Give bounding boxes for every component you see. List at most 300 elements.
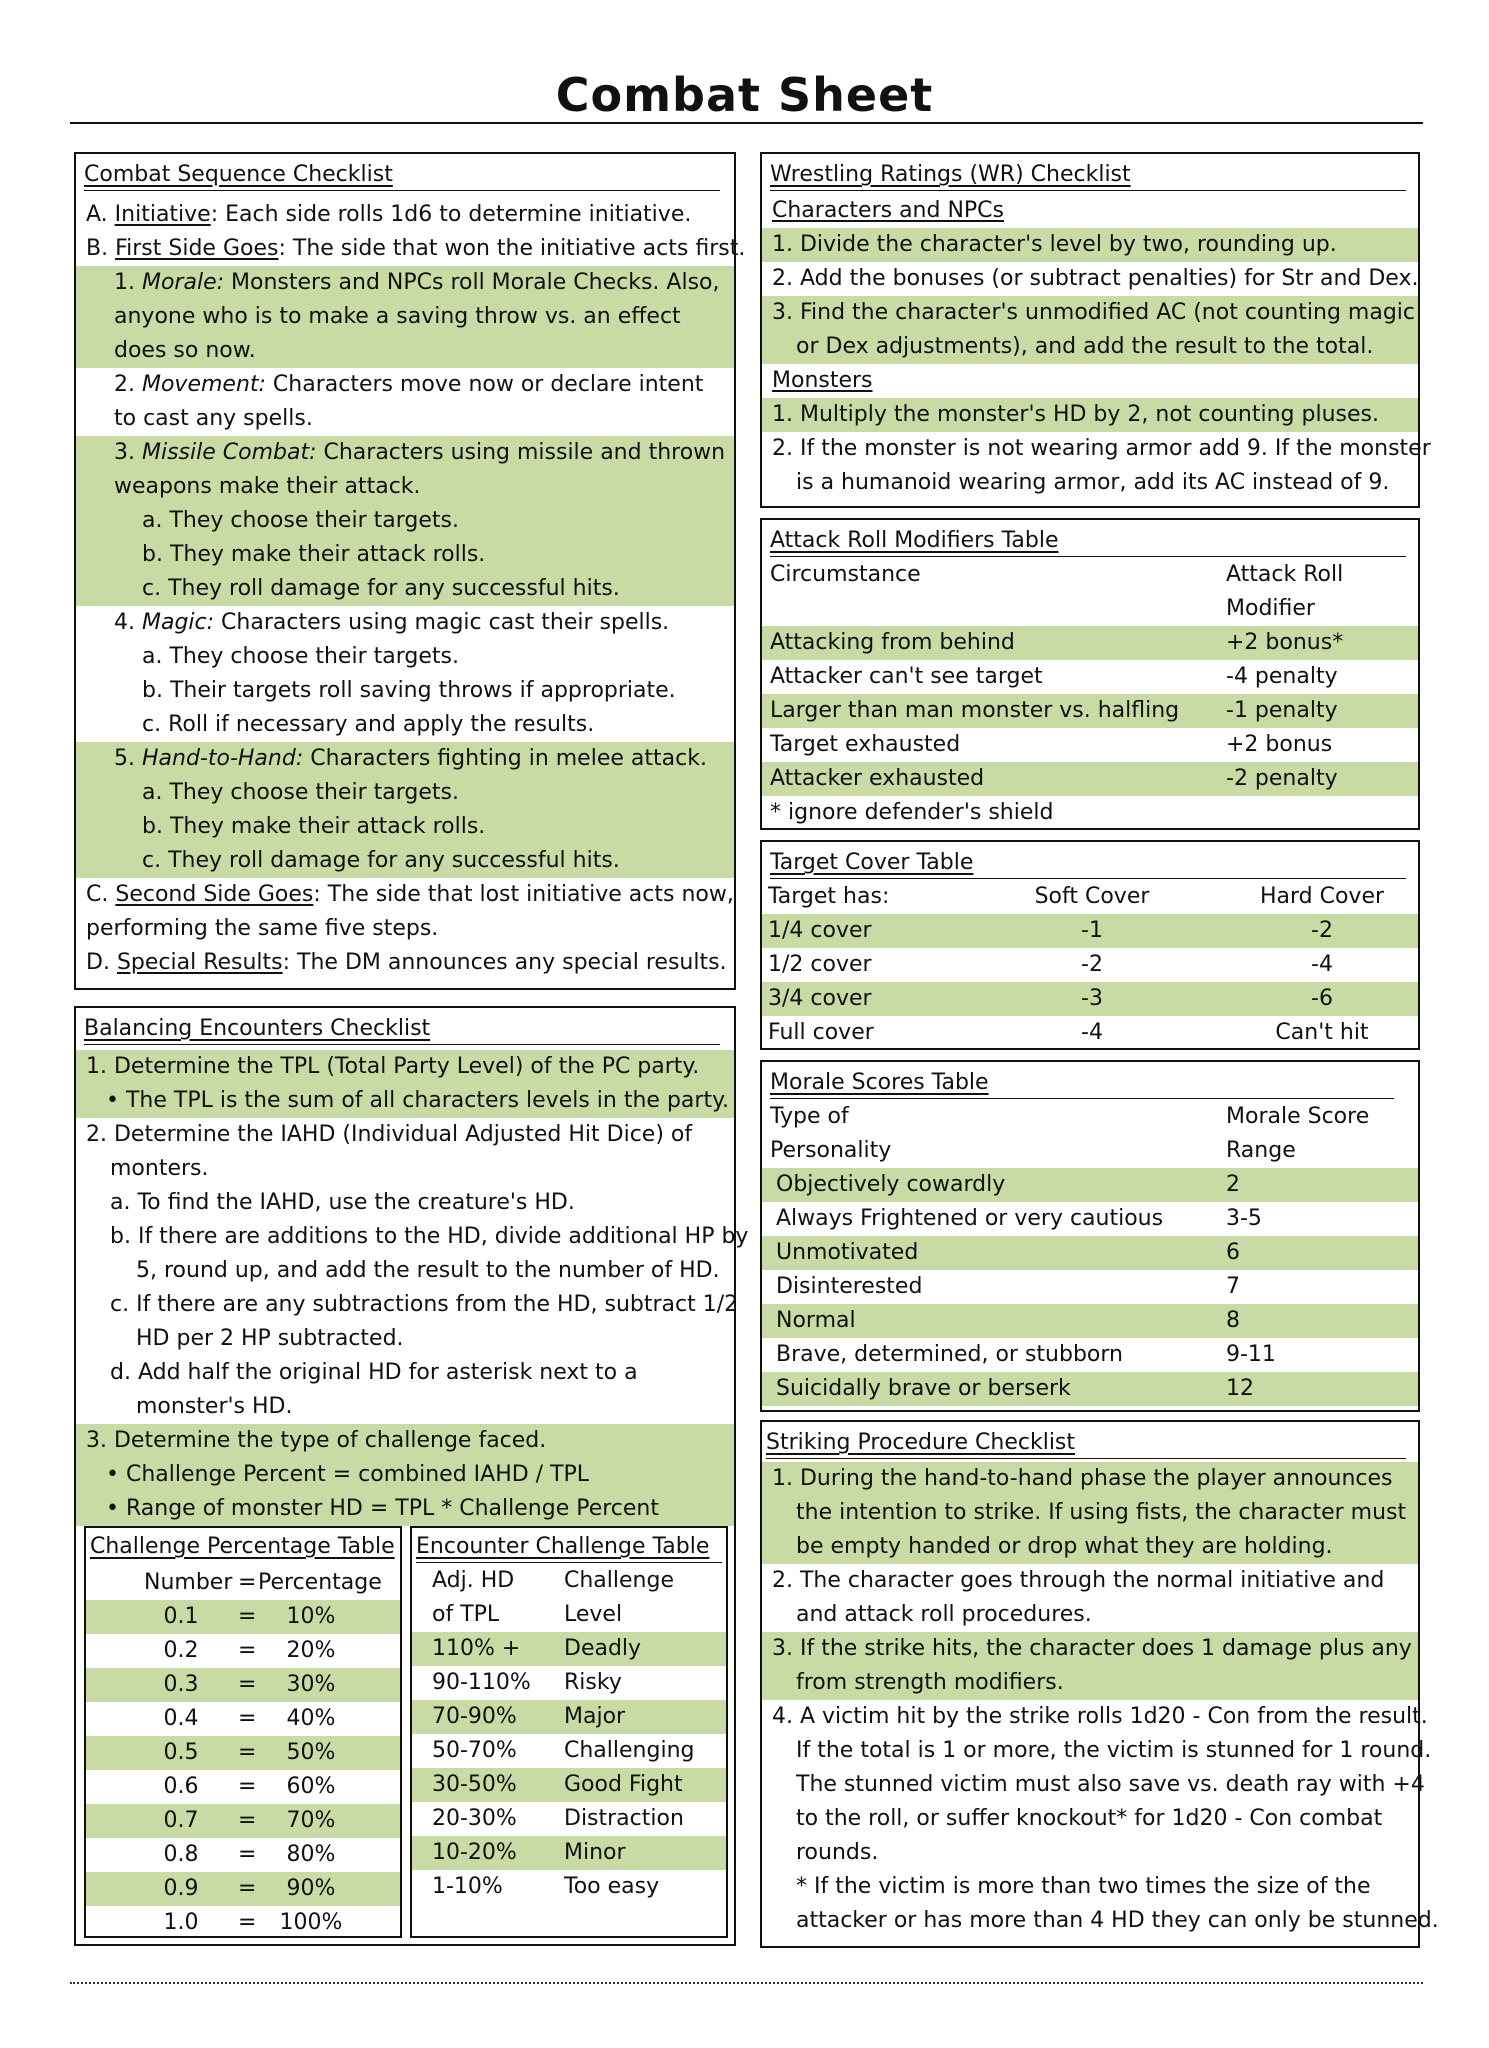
table-cell: -4	[1311, 952, 1333, 977]
table-row	[762, 1168, 1418, 1202]
soft-cover-header: Soft Cover	[1034, 884, 1150, 909]
table-cell: =	[238, 1740, 257, 1765]
table-cell: 0.6	[163, 1774, 199, 1799]
list-item-text: 2. Add the bonuses (or subtract penalties) for Str and Dex.	[772, 266, 1419, 291]
range-header: Range	[1226, 1138, 1296, 1163]
table-cell: 80%	[286, 1842, 336, 1867]
list-item-text: : Each side rolls 1d6 to determine initiative.	[210, 202, 692, 227]
list-item-text: 5.	[114, 746, 142, 771]
table-row	[86, 1872, 400, 1906]
list-item-text: a. They choose their targets.	[142, 644, 459, 669]
list-item	[76, 1152, 734, 1186]
list-item-text: be empty handed or drop what they are holding.	[796, 1534, 1333, 1559]
heading-rule	[770, 878, 1406, 879]
table-row	[762, 1236, 1418, 1270]
table-row	[762, 728, 1418, 762]
list-item	[762, 1530, 1418, 1564]
wrestling-ratings-box	[760, 152, 1431, 508]
morale-header-row-1	[762, 1100, 1418, 1134]
table-cell: 20%	[286, 1638, 336, 1663]
modifier-header: Modifier	[1226, 596, 1315, 621]
table-cell: Target exhausted	[770, 732, 961, 757]
hard-cover-header: Hard Cover	[1259, 884, 1385, 909]
morale-scores-box	[760, 1060, 1420, 1412]
list-item	[762, 1462, 1418, 1496]
list-item-text: 1. Determine the TPL (Total Party Level) of the PC party.	[86, 1054, 700, 1079]
table-cell: =	[238, 1910, 257, 1935]
list-item-text: The stunned victim must also save vs. death ray with +4	[796, 1772, 1425, 1797]
list-item	[762, 194, 1418, 228]
attack-roll-header-row-1	[762, 558, 1418, 592]
list-item-text: Characters fighting in melee attack.	[303, 746, 707, 771]
list-item-text: b. If there are additions to the HD, divide additional HP by	[110, 1224, 749, 1249]
list-item	[76, 572, 734, 606]
list-item-text: Characters using magic cast their spells.	[214, 610, 670, 635]
morale-header-row-2	[762, 1134, 1418, 1168]
list-item-text: Characters and NPCs	[772, 198, 1004, 223]
table-cell: Too easy	[564, 1874, 660, 1899]
list-item-text: 1.	[114, 270, 142, 295]
list-item-text: • Range of monster HD = TPL * Challenge Percent	[106, 1496, 659, 1521]
table-cell: Suicidally brave or berserk	[776, 1376, 1071, 1401]
list-item	[762, 1802, 1418, 1836]
list-item-text: a. To find the IAHD, use the creature's HD.	[110, 1190, 575, 1215]
list-item-text: 2. If the monster is not wearing armor add 9. If the monster	[772, 436, 1431, 461]
list-item-text: * If the victim is more than two times the size of the	[796, 1874, 1371, 1899]
table-cell: Full cover	[768, 1020, 874, 1045]
table-cell: 0.4	[163, 1706, 199, 1731]
list-item	[762, 466, 1418, 500]
table-row	[412, 1632, 726, 1666]
list-item-text: is a humanoid wearing armor, add its AC instead of 9.	[796, 470, 1390, 495]
table-row	[86, 1600, 400, 1634]
encounter-header-row-2	[412, 1598, 726, 1632]
table-cell: 0.5	[163, 1740, 199, 1765]
title-divider	[70, 122, 1423, 124]
table-cell: Larger than man monster vs. halfling	[770, 698, 1180, 723]
table-cell: 90-110%	[432, 1670, 531, 1695]
table-cell: =	[238, 1638, 257, 1663]
personality-header: Personality	[770, 1138, 892, 1163]
table-cell: 50-70%	[432, 1738, 517, 1763]
target-cover-box	[760, 840, 1420, 1050]
list-item-text: 1. During the hand-to-hand phase the player announces	[772, 1466, 1393, 1491]
table-cell: =	[238, 1672, 257, 1697]
list-item	[76, 640, 734, 674]
table-cell: 2	[1226, 1172, 1240, 1197]
target-has-header: Target has:	[768, 884, 890, 909]
table-cell: 3/4 cover	[768, 986, 872, 1011]
list-item-text: 4. A victim hit by the strike rolls 1d20 - Con from the result.	[772, 1704, 1428, 1729]
list-item-text: D.	[86, 950, 117, 975]
list-item	[76, 844, 734, 878]
list-item	[762, 1904, 1439, 1938]
list-item	[76, 232, 746, 266]
list-item-text: 1. Divide the character's level by two, rounding up.	[772, 232, 1337, 257]
list-item-text: Characters using missile and thrown	[316, 440, 726, 465]
list-item-text: 2. Determine the IAHD (Individual Adjusted Hit Dice) of	[86, 1122, 693, 1147]
list-item-text: from strength modifiers.	[796, 1670, 1064, 1695]
list-item-text: Characters move now or declare intent	[265, 372, 704, 397]
table-cell: 1.0	[163, 1910, 199, 1935]
table-row	[412, 1700, 726, 1734]
list-item-text: attacker or has more than 4 HD they can only be stunned.	[796, 1908, 1439, 1933]
list-item	[76, 1492, 734, 1526]
list-item-text: 3. Determine the type of challenge faced.	[86, 1428, 547, 1453]
adj-hd-header: Adj. HD	[432, 1568, 515, 1593]
table-row	[762, 1372, 1418, 1406]
list-item	[76, 1356, 734, 1390]
list-item-text: 2.	[114, 372, 142, 397]
table-cell: Attacker can't see target	[770, 664, 1043, 689]
number-header: Number	[144, 1570, 233, 1595]
table-cell: 0.7	[163, 1808, 199, 1833]
heading-rule	[84, 1044, 720, 1045]
list-item-text: d. Add half the original HD for asterisk next to a	[110, 1360, 638, 1385]
list-item-text: Monsters and NPCs roll Morale Checks. Also,	[224, 270, 720, 295]
table-cell: Minor	[564, 1840, 626, 1865]
list-item-text: rounds.	[796, 1840, 879, 1865]
wrestling-ratings-heading: Wrestling Ratings (WR) Checklist	[770, 162, 1131, 187]
table-row	[762, 762, 1418, 796]
list-item	[76, 776, 734, 810]
table-cell: 7	[1226, 1274, 1240, 1299]
table-cell: Always Frightened or very cautious	[776, 1206, 1164, 1231]
list-item-text: b. They make their attack rolls.	[142, 542, 486, 567]
list-item	[762, 1598, 1418, 1632]
list-item-text: 3. Find the character's unmodified AC (not counting magic	[772, 300, 1415, 325]
list-item	[76, 810, 734, 844]
table-cell: Major	[564, 1704, 626, 1729]
list-item	[76, 1118, 734, 1152]
heading-rule	[770, 556, 1406, 557]
challenge-header: Challenge	[564, 1568, 674, 1593]
heading-rule	[84, 190, 720, 191]
table-cell: =	[238, 1604, 257, 1629]
page-title: Combat Sheet	[555, 68, 934, 122]
list-item-text: the intention to strike. If using fists, the character must	[796, 1500, 1407, 1525]
heading-rule	[770, 1098, 1394, 1099]
table-cell: Attacking from behind	[770, 630, 1015, 655]
list-item-text: c. They roll damage for any successful hits.	[142, 576, 620, 601]
table-cell: Challenging	[564, 1738, 695, 1763]
striking-procedure-heading: Striking Procedure Checklist	[766, 1430, 1076, 1455]
list-item-text: c. They roll damage for any successful hits.	[142, 848, 620, 873]
list-item-text: and attack roll procedures.	[796, 1602, 1092, 1627]
list-item-text: b. Their targets roll saving throws if appropriate.	[142, 678, 676, 703]
list-item	[76, 368, 734, 402]
list-item	[762, 1836, 1418, 1870]
table-cell: -3	[1081, 986, 1103, 1011]
table-cell: -2	[1081, 952, 1103, 977]
list-item-text: c. Roll if necessary and apply the results.	[142, 712, 595, 737]
list-item	[76, 878, 734, 912]
challenge-percentage-heading: Challenge Percentage Table	[90, 1534, 395, 1559]
table-cell: +2 bonus*	[1226, 630, 1344, 655]
list-item	[762, 1666, 1418, 1700]
list-item-text: Initiative	[114, 202, 211, 227]
list-item-text: Second Side Goes	[115, 882, 314, 907]
morale-score-header: Morale Score	[1226, 1104, 1370, 1129]
table-cell: Unmotivated	[776, 1240, 919, 1265]
table-cell: 0.2	[163, 1638, 199, 1663]
heading-rule	[416, 1562, 722, 1563]
list-item	[76, 1458, 734, 1492]
table-row	[86, 1838, 400, 1872]
table-row	[762, 1338, 1418, 1372]
list-item	[76, 1424, 734, 1458]
list-item	[76, 674, 734, 708]
equals-header: =	[238, 1570, 257, 1595]
balancing-encounters-heading: Balancing Encounters Checklist	[84, 1016, 431, 1041]
table-cell: 10%	[286, 1604, 336, 1629]
morale-scores-heading: Morale Scores Table	[770, 1070, 989, 1095]
circumstance-header: Circumstance	[770, 562, 921, 587]
table-cell: 6	[1226, 1240, 1240, 1265]
table-cell: 1/4 cover	[768, 918, 872, 943]
list-item	[762, 330, 1418, 364]
list-item	[762, 1700, 1428, 1734]
list-item	[76, 436, 734, 470]
list-item-text: to the roll, or suffer knockout* for 1d20 - Con combat	[796, 1806, 1383, 1831]
table-cell: 0.1	[163, 1604, 199, 1629]
table-row	[86, 1906, 400, 1940]
list-item	[76, 504, 734, 538]
table-cell: 3-5	[1226, 1206, 1262, 1231]
table-row	[762, 660, 1418, 694]
table-cell: Disinterested	[776, 1274, 923, 1299]
table-cell: 90%	[286, 1876, 336, 1901]
list-item	[762, 364, 1418, 398]
encounter-header-row-1	[412, 1564, 726, 1598]
table-cell: =	[238, 1842, 257, 1867]
list-item-text: • The TPL is the sum of all characters levels in the party.	[106, 1088, 729, 1113]
list-item-text: HD per 2 HP subtracted.	[136, 1326, 404, 1351]
heading-rule	[766, 1458, 1406, 1459]
table-cell: 50%	[286, 1740, 336, 1765]
table-row	[86, 1634, 400, 1668]
table-row	[412, 1836, 726, 1870]
table-cell: Distraction	[564, 1806, 684, 1831]
list-item	[762, 1632, 1418, 1666]
list-item	[76, 1186, 734, 1220]
attack-roll-header-row-2	[762, 592, 1418, 626]
list-item	[76, 1050, 734, 1084]
list-item-text: A.	[86, 202, 115, 227]
list-item-text: 4.	[114, 610, 142, 635]
list-item-text: 3.	[114, 440, 142, 465]
list-item-text: Hand-to-Hand:	[141, 746, 304, 771]
attack-roll-header: Attack Roll	[1226, 562, 1344, 587]
table-cell: 20-30%	[432, 1806, 517, 1831]
list-item	[76, 198, 734, 232]
table-cell: Objectively cowardly	[776, 1172, 1006, 1197]
table-cell: 30-50%	[432, 1772, 517, 1797]
list-item	[762, 1496, 1418, 1530]
list-item	[76, 1084, 734, 1118]
list-item	[76, 742, 734, 776]
table-cell: 9-11	[1226, 1342, 1276, 1367]
table-cell: Normal	[776, 1308, 856, 1333]
table-row	[86, 1770, 400, 1804]
list-item-text: 5, round up, and add the result to the number of HD.	[136, 1258, 720, 1283]
list-item-text: Monsters	[772, 368, 873, 393]
table-cell: 1/2 cover	[768, 952, 872, 977]
table-row	[86, 1702, 400, 1736]
list-item	[76, 470, 734, 504]
of-tpl-header: of TPL	[432, 1602, 500, 1627]
bottom-divider	[70, 1982, 1423, 1984]
list-item	[76, 1254, 734, 1288]
list-item-text: or Dex adjustments), and add the result to the total.	[796, 334, 1374, 359]
table-row	[762, 1270, 1418, 1304]
table-cell: =	[238, 1774, 257, 1799]
list-item	[76, 1288, 739, 1322]
attack-roll-heading: Attack Roll Modifiers Table	[770, 528, 1059, 553]
table-cell: -6	[1311, 986, 1333, 1011]
table-cell: Good Fight	[564, 1772, 683, 1797]
list-item-text: If the total is 1 or more, the victim is stunned for 1 round.	[796, 1738, 1432, 1763]
list-item	[762, 262, 1418, 296]
table-cell: -2	[1311, 918, 1333, 943]
list-item-text: 2. The character goes through the normal initiative and	[772, 1568, 1385, 1593]
table-cell: =	[238, 1808, 257, 1833]
list-item-text: 1. Multiply the monster's HD by 2, not counting pluses.	[772, 402, 1379, 427]
table-row	[86, 1668, 400, 1702]
list-item-text: C.	[86, 882, 116, 907]
list-item	[76, 1220, 749, 1254]
list-item	[762, 398, 1418, 432]
list-item-text: : The side that lost initiative acts now,	[313, 882, 734, 907]
heading-rule	[770, 190, 1406, 191]
list-item	[76, 946, 734, 980]
type-of-header: Type of	[770, 1104, 849, 1129]
list-item	[76, 266, 734, 300]
list-item-text: monters.	[110, 1156, 209, 1181]
combat-sequence-box	[74, 152, 746, 990]
table-cell: 1-10%	[432, 1874, 503, 1899]
list-item-text: performing the same five steps.	[86, 916, 439, 941]
list-item	[76, 334, 734, 368]
table-row	[762, 914, 1418, 948]
list-item	[762, 228, 1418, 262]
list-item-text: a. They choose their targets.	[142, 508, 459, 533]
table-cell: 0.8	[163, 1842, 199, 1867]
table-cell: 8	[1226, 1308, 1240, 1333]
striking-procedure-box	[760, 1420, 1439, 1948]
table-cell: Deadly	[564, 1636, 642, 1661]
table-cell: +2 bonus	[1226, 732, 1333, 757]
list-item-text: does so now.	[114, 338, 256, 363]
list-item-text: Special Results	[116, 950, 283, 975]
list-item	[76, 300, 734, 334]
list-item-text: 3. If the strike hits, the character does 1 damage plus any	[772, 1636, 1412, 1661]
table-row	[762, 1016, 1418, 1050]
table-cell: 12	[1226, 1376, 1254, 1401]
challenge-percentage-header	[86, 1566, 400, 1600]
table-cell: 110% +	[432, 1636, 521, 1661]
list-item	[762, 1564, 1418, 1598]
table-cell: =	[238, 1706, 257, 1731]
list-item	[76, 538, 734, 572]
list-item	[76, 1390, 734, 1424]
table-row	[762, 694, 1418, 728]
table-cell: =	[238, 1876, 257, 1901]
table-row	[762, 982, 1418, 1016]
encounter-challenge-heading: Encounter Challenge Table	[416, 1534, 710, 1559]
table-cell: -4	[1081, 1020, 1103, 1045]
list-item-text: : The DM announces any special results.	[282, 950, 727, 975]
table-cell: 0.3	[163, 1672, 199, 1697]
list-item	[76, 606, 734, 640]
list-item	[76, 708, 734, 742]
list-item	[762, 1768, 1425, 1802]
table-cell: 30%	[286, 1672, 336, 1697]
table-row	[412, 1734, 726, 1768]
table-cell: Brave, determined, or stubborn	[776, 1342, 1123, 1367]
list-item-text: • Challenge Percent = combined IAHD / TPL	[106, 1462, 590, 1487]
list-item	[762, 1734, 1432, 1768]
list-item-text: : The side that won the initiative acts first.	[278, 236, 746, 261]
target-cover-heading: Target Cover Table	[770, 850, 974, 875]
table-cell: Can't hit	[1275, 1020, 1369, 1045]
table-row	[412, 1666, 726, 1700]
table-cell: 70-90%	[432, 1704, 517, 1729]
list-item	[76, 1322, 734, 1356]
table-cell: 100%	[279, 1910, 343, 1935]
attack-roll-footnote: * ignore defender's shield	[770, 800, 1054, 825]
table-cell: -1	[1081, 918, 1103, 943]
list-item-text: monster's HD.	[136, 1394, 293, 1419]
list-item	[762, 432, 1431, 466]
list-item-text: Missile Combat:	[141, 440, 317, 465]
list-item-text: Movement:	[141, 372, 266, 397]
table-row	[86, 1736, 400, 1770]
list-item-text: a. They choose their targets.	[142, 780, 459, 805]
table-cell: 60%	[286, 1774, 336, 1799]
table-cell: Risky	[564, 1670, 622, 1695]
table-cell: -1 penalty	[1226, 698, 1338, 723]
list-item	[76, 912, 734, 946]
list-item-text: Morale:	[141, 270, 225, 295]
combat-sequence-heading: Combat Sequence Checklist	[84, 162, 393, 187]
list-item-text: First Side Goes	[115, 236, 279, 261]
list-item-text: weapons make their attack.	[114, 474, 421, 499]
table-cell: 70%	[286, 1808, 336, 1833]
attack-roll-modifiers-box	[760, 518, 1420, 830]
table-row	[762, 1202, 1418, 1236]
table-row	[412, 1768, 726, 1802]
list-item	[76, 402, 734, 436]
list-item-text: Magic:	[141, 610, 215, 635]
level-header: Level	[564, 1602, 623, 1627]
table-cell: Attacker exhausted	[770, 766, 985, 791]
table-cell: -4 penalty	[1226, 664, 1338, 689]
challenge-percentage-table	[84, 1526, 402, 1938]
list-item-text: anyone who is to make a saving throw vs. an effect	[114, 304, 681, 329]
target-cover-header	[762, 880, 1418, 914]
table-cell: 0.9	[163, 1876, 199, 1901]
list-item-text: to cast any spells.	[114, 406, 313, 431]
table-cell: 10-20%	[432, 1840, 517, 1865]
table-row	[762, 626, 1418, 660]
list-item-text: B.	[86, 236, 116, 261]
table-cell: -2 penalty	[1226, 766, 1338, 791]
list-item-text: b. They make their attack rolls.	[142, 814, 486, 839]
table-row	[762, 948, 1418, 982]
table-row	[412, 1870, 726, 1904]
list-item-text: c. If there are any subtractions from the HD, subtract 1/2	[110, 1292, 739, 1317]
